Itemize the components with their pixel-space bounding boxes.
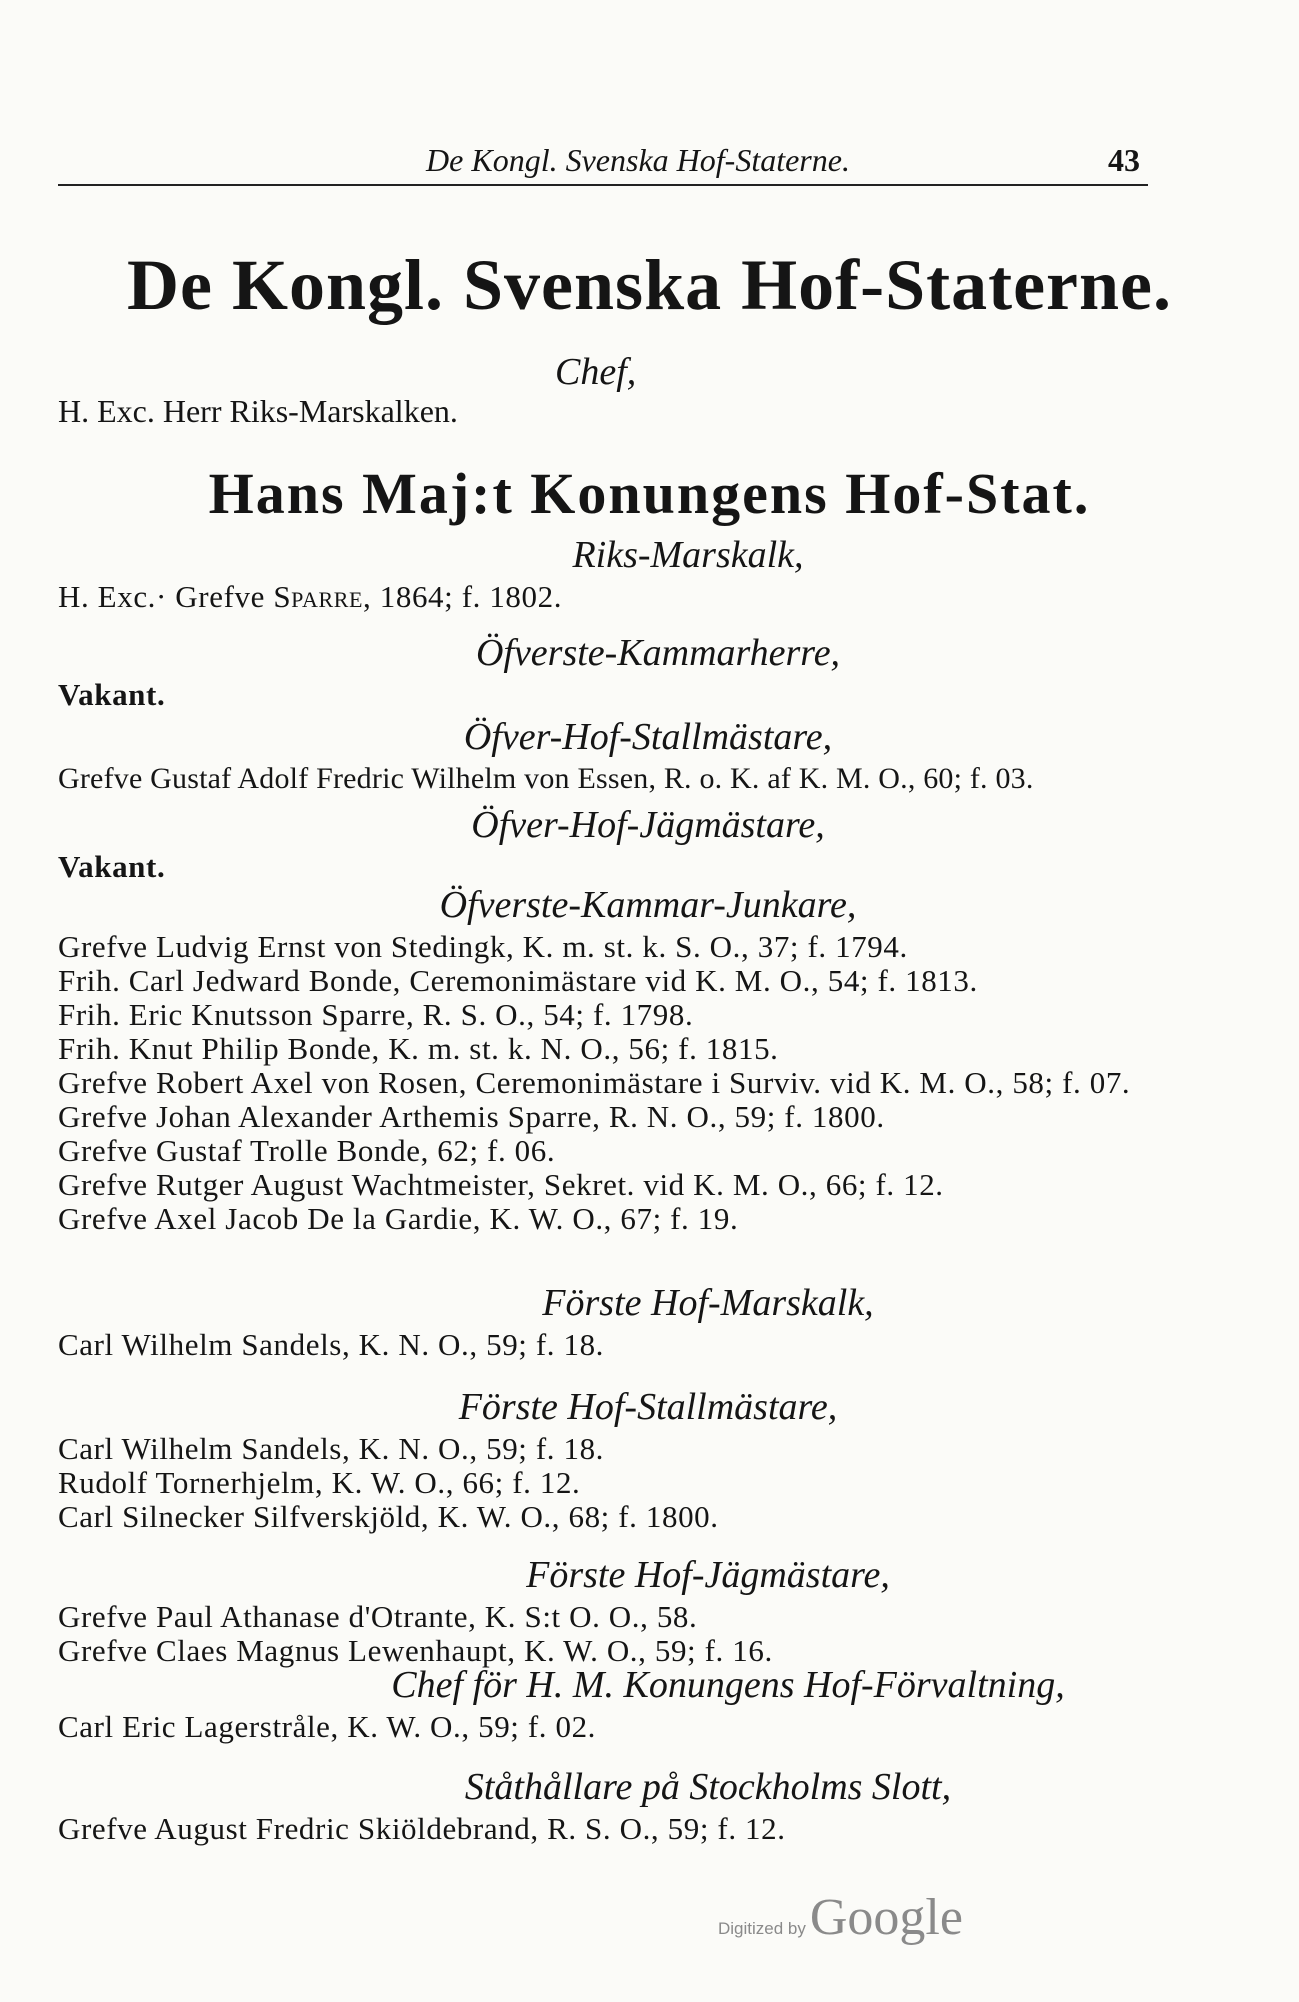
office-entry: Grefve Gustaf Adolf Fredric Wilhelm von Essen, R. o. K. af K. M. O., 60; f. 03. (58, 762, 1034, 795)
office-heading: Öfver-Hof-Stallmästare, (463, 716, 833, 758)
office-entry: Carl Eric Lagerstråle, K. W. O., 59; f. 02. (58, 1709, 597, 1744)
office-chef-hof-forvaltning (58, 1660, 1238, 1744)
main-title: De Kongl. Svenska Hof-Staterne. (127, 245, 1172, 325)
google-watermark (718, 1888, 963, 1947)
running-title: De Kongl. Svenska Hof-Staterne. (426, 142, 850, 178)
office-entry: Frih. Eric Knutsson Sparre, R. S. O., 54; f. 1798. (58, 997, 694, 1032)
digitized-by-label: Digitized by (718, 1919, 806, 1938)
office-ofver-hof-stallmastare (58, 712, 1238, 796)
office-entry: H. Exc.· Grefve Sparre, 1864; f. 1802. (58, 579, 563, 614)
office-entry: Grefve Rutger August Wachtmeister, Sekret. vid K. M. O., 66; f. 12. (58, 1167, 944, 1202)
office-entry: Grefve Paul Athanase d'Otrante, K. S:t O. O., 58. (58, 1599, 698, 1634)
chef-entry: H. Exc. Herr Riks-Marskalken. (58, 393, 458, 429)
office-entry: Grefve Axel Jacob De la Gardie, K. W. O., 67; f. 19. (58, 1201, 739, 1236)
office-entry: Frih. Knut Philip Bonde, K. m. st. k. N. O., 56; f. 1815. (58, 1031, 779, 1066)
office-forste-hof-stallmastare (58, 1382, 1238, 1534)
chef-heading: Chef, (555, 351, 637, 393)
office-entry: Grefve Ludvig Ernst von Stedingk, K. m. st. k. S. O., 37; f. 1794. (58, 929, 908, 964)
office-entry: Grefve Claes Magnus Lewenhaupt, K. W. O., 59; f. 16. (58, 1633, 773, 1668)
office-heading: Ståthållare på Stockholms Slott, (464, 1766, 952, 1808)
office-heading: Öfverste-Kammarherre, (475, 632, 841, 674)
office-entry: Vakant. (58, 849, 166, 884)
office-heading: Riks-Marskalk, (572, 534, 804, 576)
office-entry: Rudolf Tornerhjelm, K. W. O., 66; f. 12. (58, 1465, 581, 1500)
office-entry: Vakant. (58, 677, 166, 712)
office-heading: Förste Hof-Marskalk, (542, 1282, 874, 1324)
office-entry: Grefve August Fredric Skiöldebrand, R. S. O., 59; f. 12. (58, 1811, 786, 1846)
office-entry: Carl Wilhelm Sandels, K. N. O., 59; f. 18. (58, 1327, 605, 1362)
office-ofverste-kammarherre (58, 628, 1238, 712)
page-number: 43 (1108, 142, 1140, 178)
office-heading: Öfverste-Kammar-Junkare, (439, 884, 857, 926)
office-forste-hof-marskalk (58, 1278, 1238, 1362)
running-head (58, 138, 1148, 186)
office-heading: Förste Hof-Stallmästare, (458, 1386, 838, 1428)
office-entry: Grefve Gustaf Trolle Bonde, 62; f. 06. (58, 1133, 556, 1168)
office-entry: Grefve Robert Axel von Rosen, Ceremonimästare i Surviv. vid K. M. O., 58; f. 07. (58, 1065, 1131, 1100)
office-ofver-hof-jagmastare (58, 800, 1238, 884)
office-entry: Carl Wilhelm Sandels, K. N. O., 59; f. 18. (58, 1431, 605, 1466)
office-entry: Frih. Carl Jedward Bonde, Ceremonimästare vid K. M. O., 54; f. 1813. (58, 963, 978, 998)
office-heading: Öfver-Hof-Jägmästare, (471, 804, 825, 846)
office-entry: Carl Silnecker Silfverskjöld, K. W. O., 68; f. 1800. (58, 1499, 719, 1534)
section-title: Hans Maj:t Konungens Hof-Stat. (208, 461, 1091, 526)
google-logo: Google (809, 1889, 963, 1946)
office-ofverste-kammar-junkare (58, 880, 1238, 1236)
office-heading: Förste Hof-Jägmästare, (526, 1554, 890, 1596)
office-forste-hof-jagmastare (58, 1550, 1238, 1668)
office-riks-marskalk (58, 530, 1238, 614)
office-stathallare (58, 1762, 1238, 1846)
office-heading: Chef för H. M. Konungens Hof-Förvaltning, (391, 1664, 1065, 1706)
office-entry: Grefve Johan Alexander Arthemis Sparre, R. N. O., 59; f. 1800. (58, 1099, 885, 1134)
